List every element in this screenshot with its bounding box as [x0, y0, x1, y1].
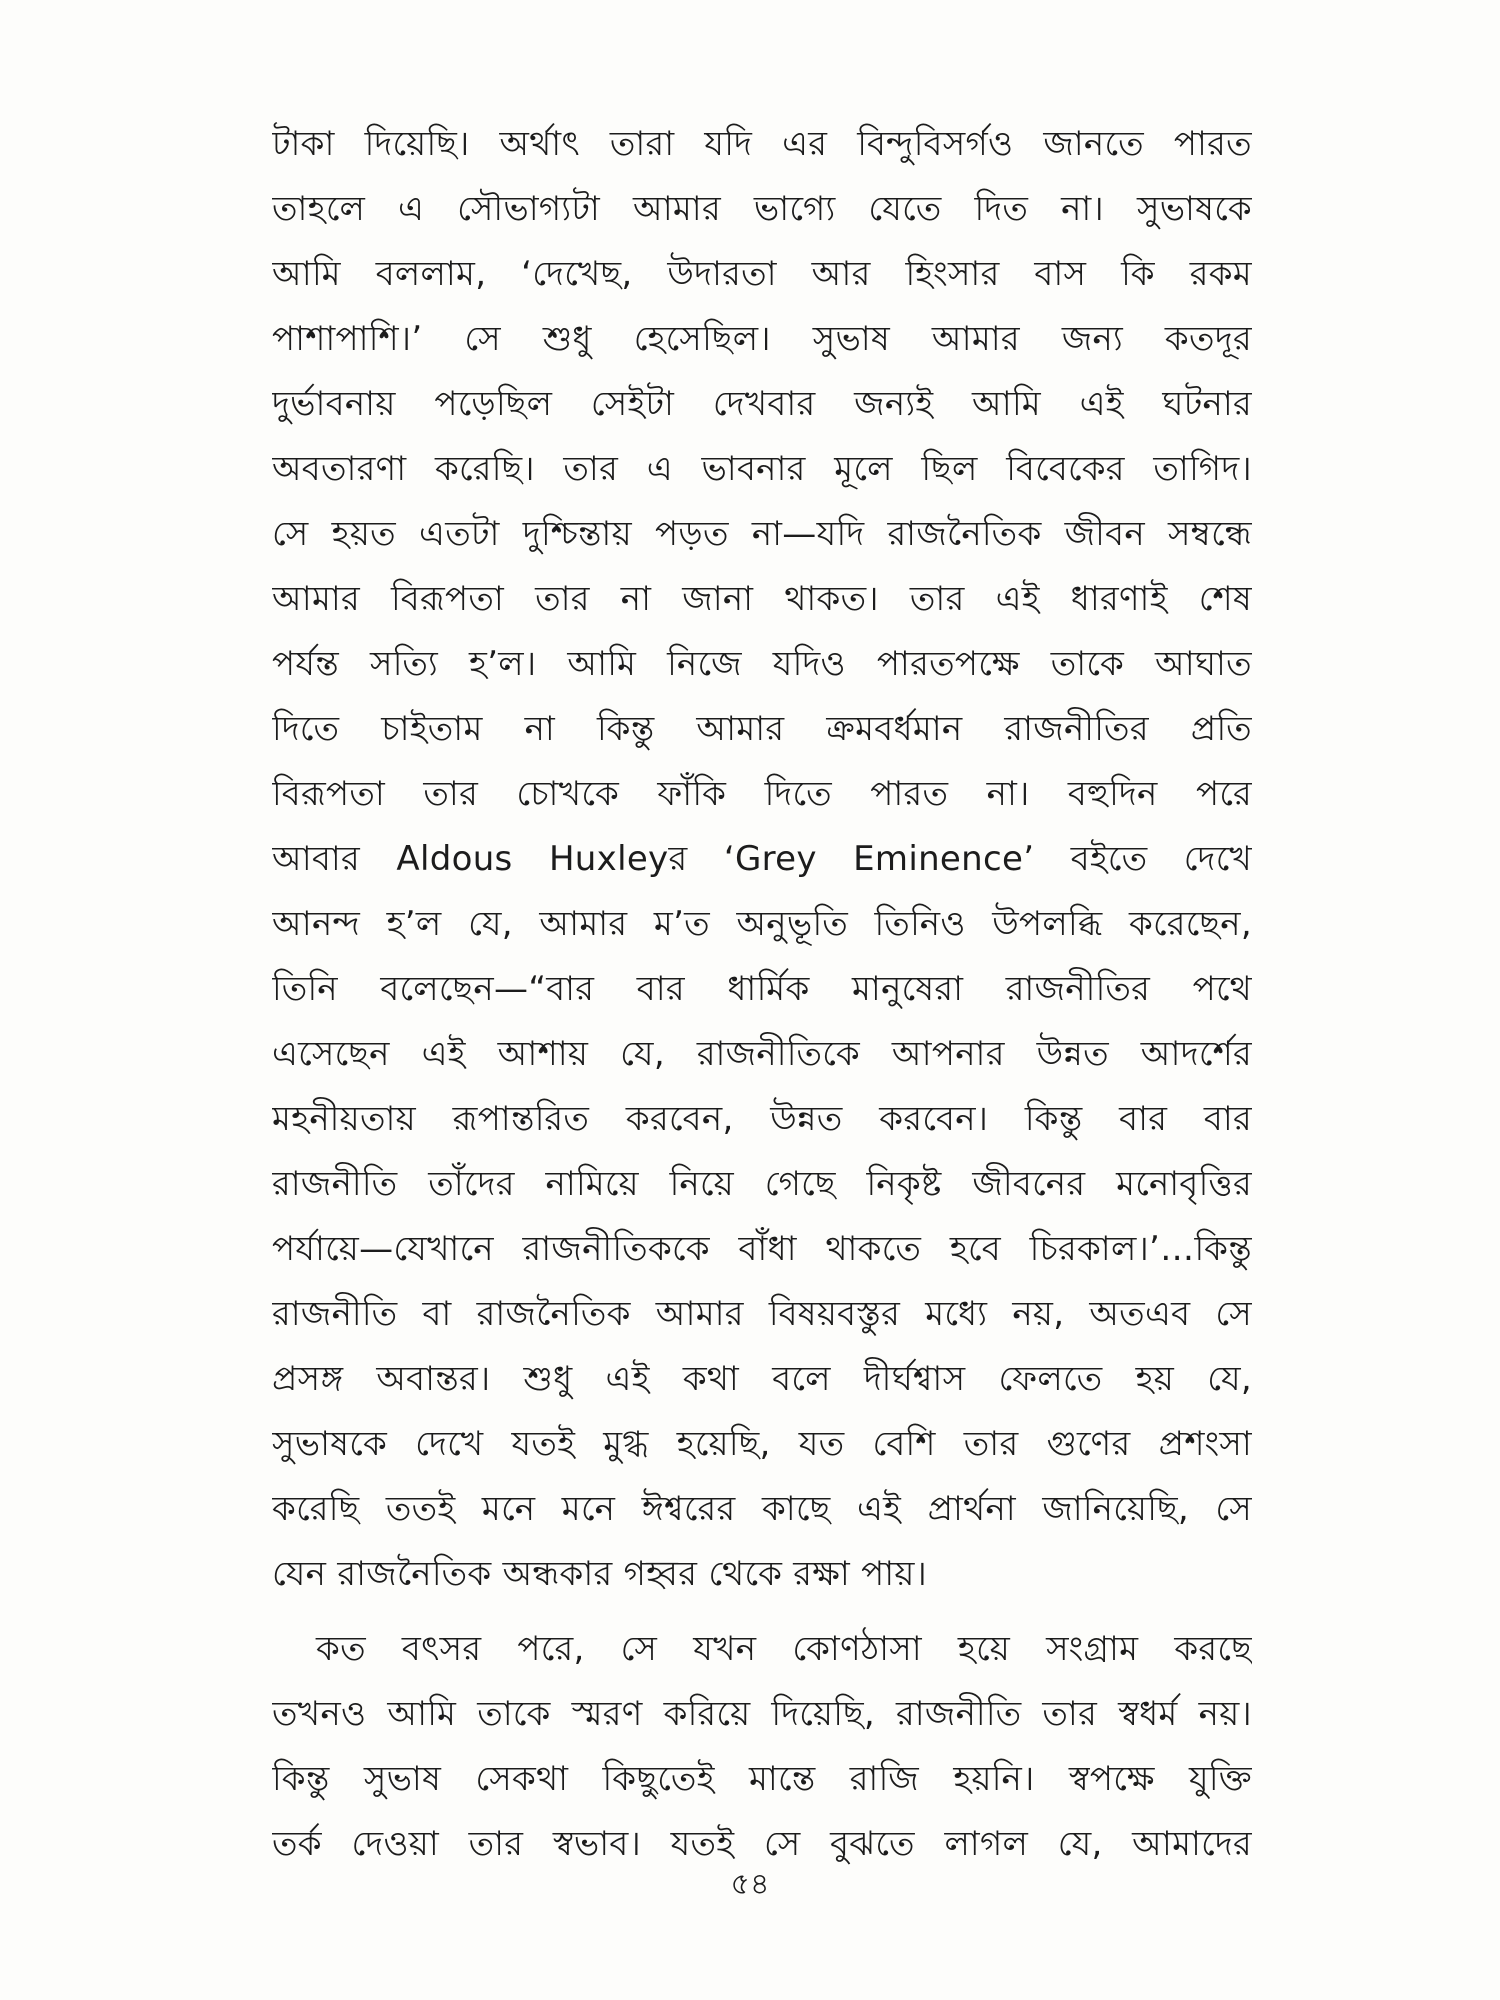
- text-line: বিরূপতা তার চোখকে ফাঁকি দিতে পারত না। বহুদিন পরে: [272, 774, 1252, 814]
- text-line: কিন্তু সুভাষ সেকথা কিছুতেই মান্তে রাজি হয়নি। স্বপক্ষে যুক্তি: [272, 1759, 1252, 1799]
- paragraph-2: [272, 1617, 1252, 1877]
- text-line: রাজনীতি বা রাজনৈতিক আমার বিষয়বস্তুর মধ্যে নয়, অতএব সে: [272, 1294, 1252, 1334]
- text-line: আমি বললাম, ‘দেখেছ, উদারতা আর হিংসার বাস কি রকম: [272, 254, 1252, 294]
- text-line: সে হয়ত এতটা দুশ্চিন্তায় পড়ত না—যদি রাজনৈতিক জীবন সম্বন্ধে: [272, 514, 1252, 554]
- body-text: [272, 112, 1252, 1877]
- text-line: পর্যন্ত সত্যি হ’ল। আমি নিজে যদিও পারতপক্ষে তাকে আঘাত: [272, 644, 1252, 684]
- page-number: ৫৪: [730, 1867, 770, 1902]
- text-line: যেন রাজনৈতিক অন্ধকার গহ্বর থেকে রক্ষা পায়।: [272, 1554, 928, 1594]
- text-line: আমার বিরূপতা তার না জানা থাকত। তার এই ধারণাই শেষ: [272, 579, 1252, 619]
- text-line: টাকা দিয়েছি। অর্থাৎ তারা যদি এর বিন্দুবিসর্গও জানতে পারত: [272, 124, 1252, 164]
- text-line: এসেছেন এই আশায় যে, রাজনীতিকে আপনার উন্নত আদর্শের: [272, 1034, 1252, 1074]
- text-line: পাশাপাশি।’ সে শুধু হেসেছিল। সুভাষ আমার জন্য কতদূর: [272, 319, 1252, 359]
- text-line: তাহলে এ সৌভাগ্যটা আমার ভাগ্যে যেতে দিত না। সুভাষকে: [272, 189, 1252, 229]
- text-line: তখনও আমি তাকে স্মরণ করিয়ে দিয়েছি, রাজনীতি তার স্বধর্ম নয়।: [272, 1694, 1252, 1734]
- paragraph-1: [272, 112, 1252, 1607]
- text-line: সুভাষকে দেখে যতই মুগ্ধ হয়েছি, যত বেশি তার গুণের প্রশংসা: [272, 1424, 1252, 1464]
- text-line: দুর্ভাবনায় পড়েছিল সেইটা দেখবার জন্যই আমি এই ঘটনার: [272, 384, 1252, 424]
- text-line: অবতারণা করেছি। তার এ ভাবনার মূলে ছিল বিবেকের তাগিদ।: [272, 449, 1252, 489]
- text-line: করেছি ততই মনে মনে ঈশ্বরের কাছে এই প্রার্থনা জানিয়েছি, সে: [272, 1489, 1252, 1529]
- text-line: প্রসঙ্গ অবান্তর। শুধু এই কথা বলে দীর্ঘশ্বাস ফেলতে হয় যে,: [272, 1359, 1252, 1399]
- text-line: দিতে চাইতাম না কিন্তু আমার ক্রমবর্ধমান রাজনীতির প্রতি: [272, 709, 1252, 749]
- text-line: তিনি বলেছেন—“বার বার ধার্মিক মানুষেরা রাজনীতির পথে: [272, 969, 1252, 1009]
- text-line: রাজনীতি তাঁদের নামিয়ে নিয়ে গেছে নিকৃষ্ট জীবনের মনোবৃত্তির: [272, 1164, 1252, 1204]
- text-line: পর্যায়ে—যেখানে রাজনীতিককে বাঁধা থাকতে হবে চিরকাল।’…কিন্তু: [272, 1229, 1252, 1269]
- text-line: মহনীয়তায় রূপান্তরিত করবেন, উন্নত করবেন। কিন্তু বার বার: [272, 1099, 1252, 1139]
- text-line: কত বৎসর পরে, সে যখন কোণঠাসা হয়ে সংগ্রাম করছে: [316, 1629, 1252, 1669]
- text-line: তর্ক দেওয়া তার স্বভাব। যতই সে বুঝতে লাগল যে, আমাদের: [272, 1824, 1252, 1864]
- text-line: আবার Aldous Huxleyর ‘Grey Eminence’ বইতে দেখে: [272, 839, 1252, 879]
- text-line: আনন্দ হ’ল যে, আমার ম’ত অনুভূতি তিনিও উপলব্ধি করেছেন,: [272, 904, 1252, 944]
